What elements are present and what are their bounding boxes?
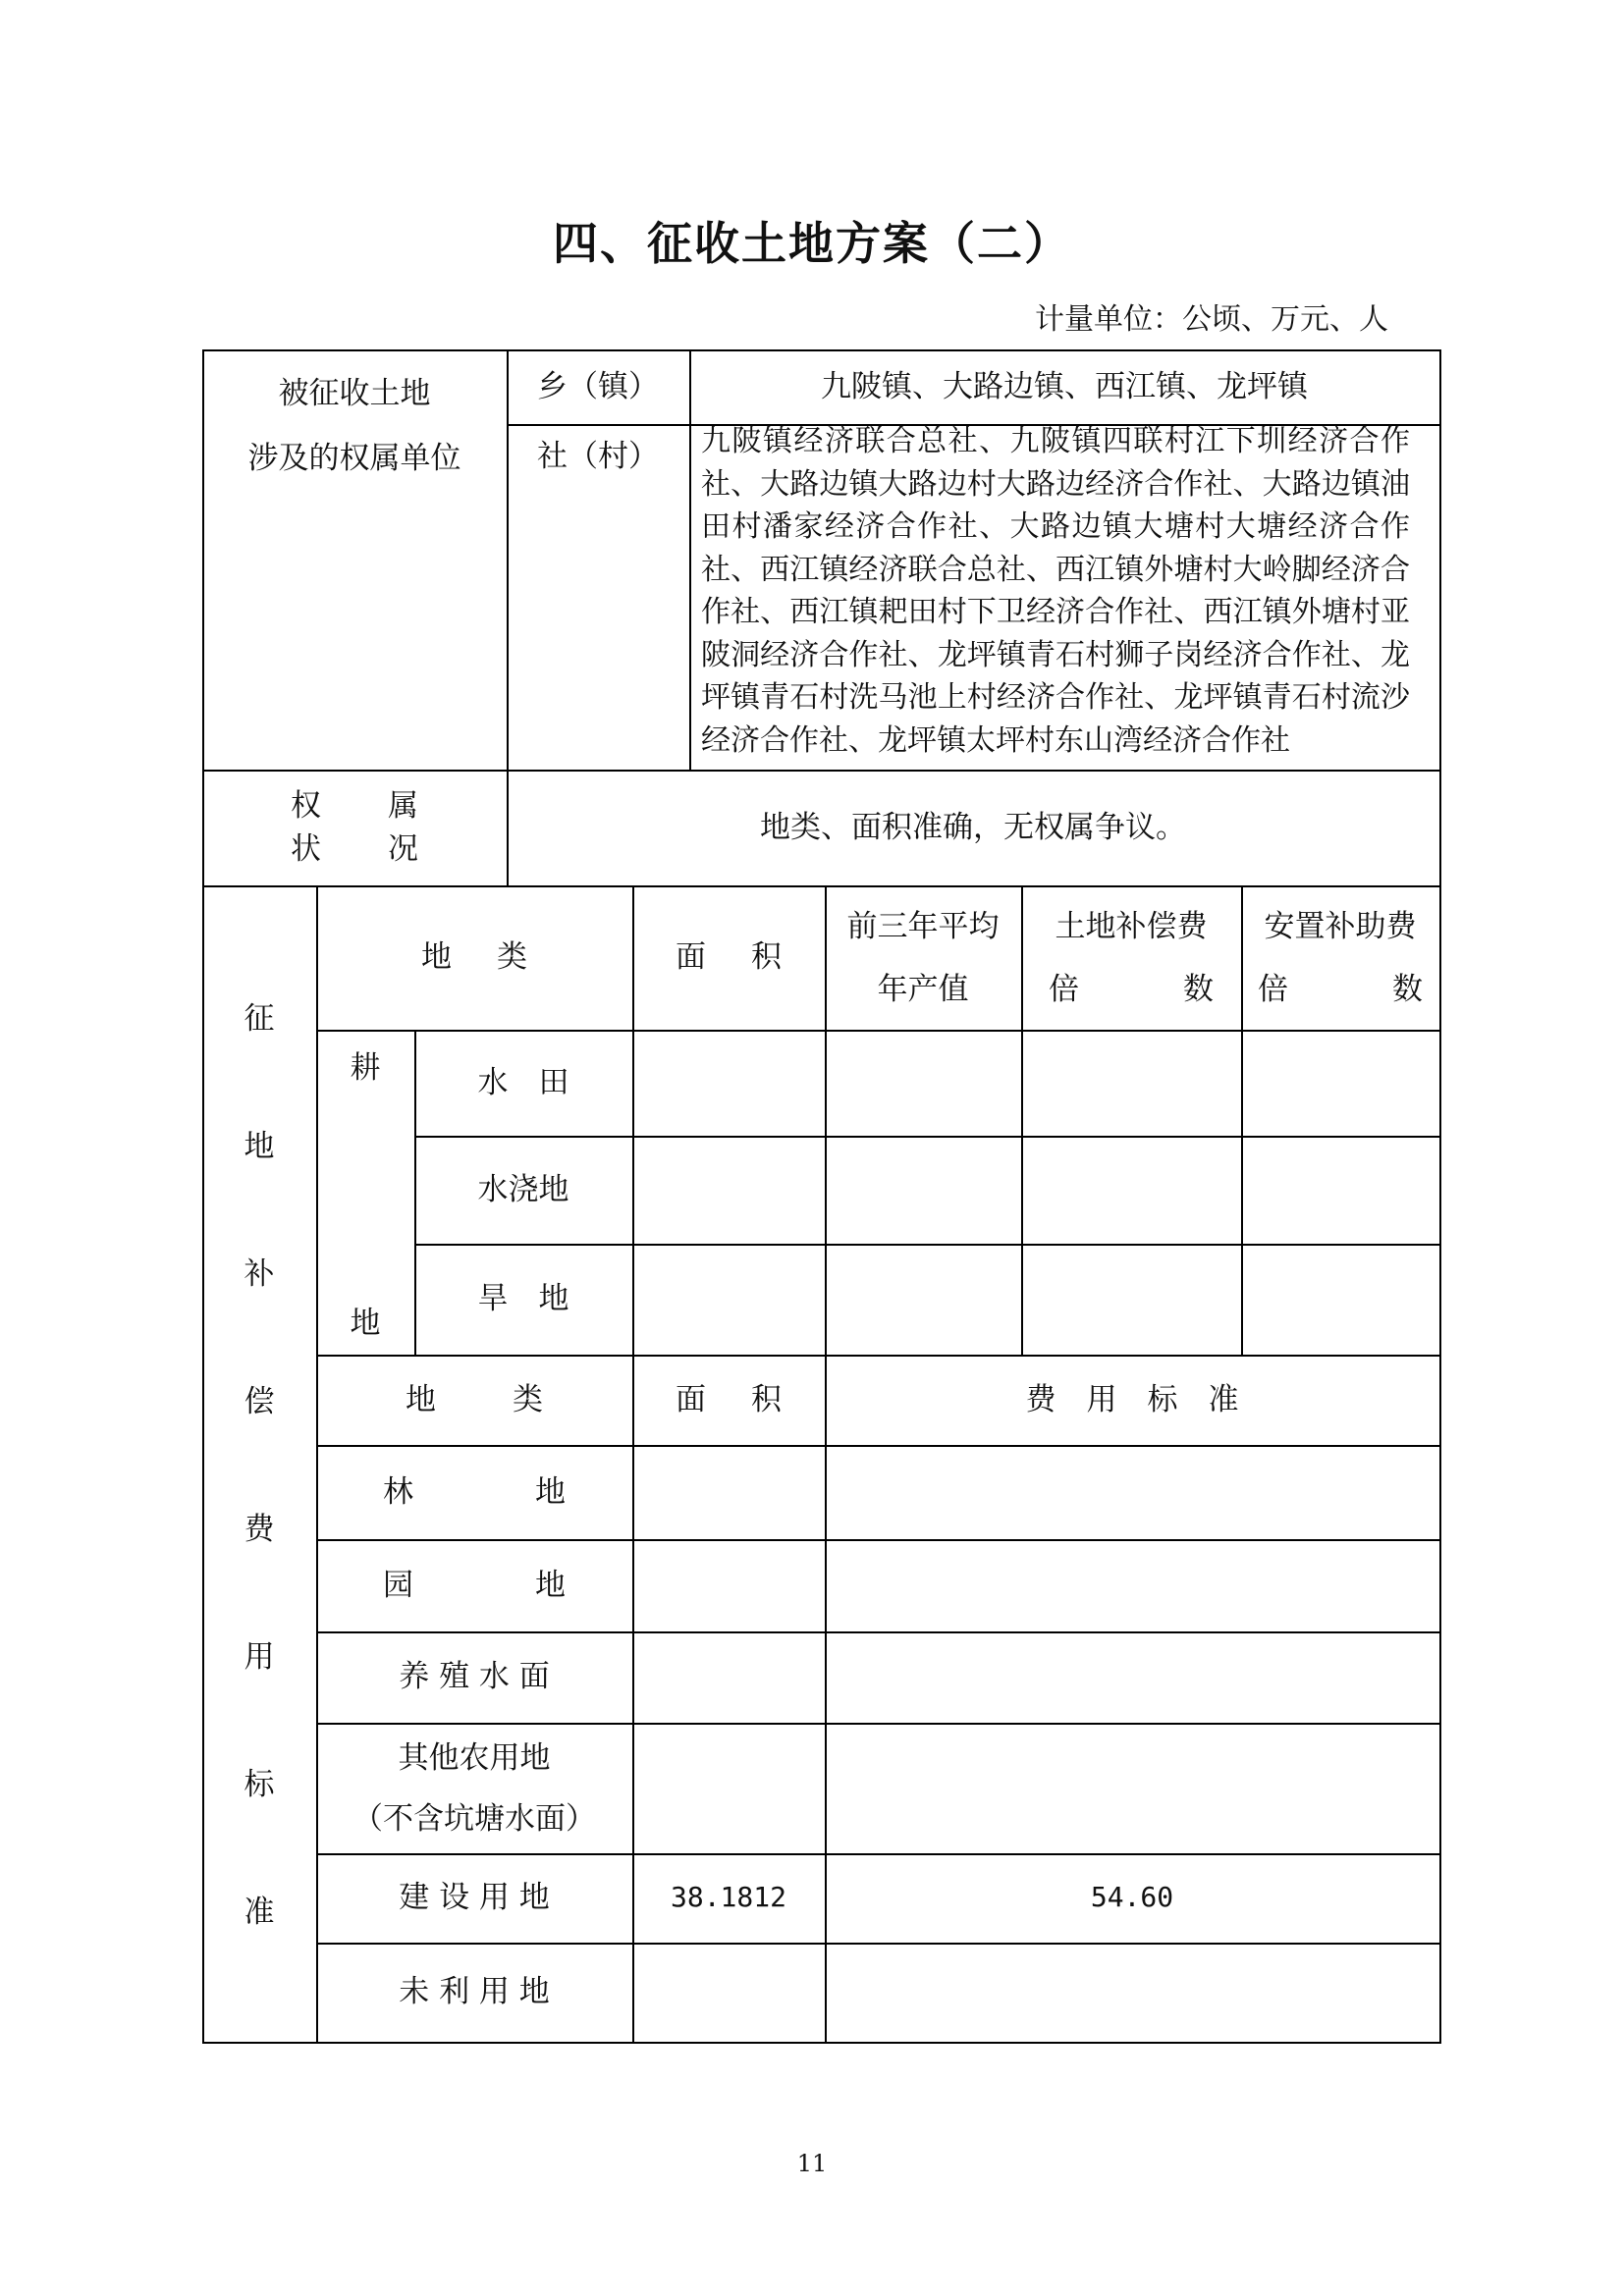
ownership-label	[202, 349, 507, 770]
construction-land-standard: 54.60	[1090, 1881, 1174, 1914]
farmland-row-name: 水浇地	[477, 1171, 569, 1207]
other-agri-standard	[825, 1723, 1439, 1853]
construction-land-name: 建 设 用 地	[399, 1880, 550, 1916]
construction-land-area: 38.1812	[670, 1881, 786, 1914]
farmland-label-bottom: 地	[350, 1306, 381, 1341]
page-number: 11	[796, 2150, 828, 2177]
status-value: 地类、面积准确，无权属争议。	[760, 809, 1186, 845]
farmland-row-area	[632, 1030, 825, 1136]
farmland-row-area	[632, 1244, 825, 1355]
unit-note: 计量单位：公顷、万元、人	[1035, 302, 1388, 337]
forest-land-standard	[825, 1445, 1439, 1539]
page-title: 四、征收土地方案（二）	[553, 217, 1071, 270]
village-label: 社（村）	[537, 438, 659, 474]
aquaculture-name: 养 殖 水 面	[399, 1659, 550, 1695]
farmland-row-resettle	[1241, 1244, 1439, 1355]
unused-land-name: 未 利 用 地	[399, 1974, 550, 2010]
status-label: 权 属 状 况	[291, 788, 418, 867]
farmland-label-top: 耕	[350, 1050, 381, 1086]
header-land-type: 地 类	[421, 939, 527, 976]
header2-standard: 费 用 标 准	[1025, 1381, 1239, 1417]
township-label: 乡（镇）	[537, 368, 659, 404]
forest-land-name: 林 地	[383, 1473, 566, 1510]
farmland-row-land-comp	[1021, 1030, 1241, 1136]
garden-land-name: 园 地	[383, 1567, 566, 1603]
header-avg-output: 前三年平均 年产值	[846, 908, 1000, 1007]
header-area: 面 积	[676, 939, 782, 976]
other-agri-area	[632, 1723, 825, 1853]
ownership-label-line2: 涉及的权属单位	[247, 441, 461, 476]
header-land-compensation: 土地补偿费 倍 数	[1049, 908, 1214, 1007]
farmland-row-resettle	[1241, 1136, 1439, 1244]
farmland-row-avg-output	[825, 1244, 1021, 1355]
farmland-row-land-comp	[1021, 1136, 1241, 1244]
farmland-row-name: 水 田	[477, 1064, 569, 1100]
ownership-label-line1: 被征收土地	[278, 376, 431, 411]
farmland-row-avg-output	[825, 1030, 1021, 1136]
farmland-row-resettle	[1241, 1030, 1439, 1136]
unused-land-area	[632, 1943, 825, 2042]
header-resettlement: 安置补助费 倍 数	[1258, 908, 1423, 1007]
forest-land-area	[632, 1445, 825, 1539]
header2-area: 面 积	[676, 1381, 782, 1417]
garden-land-standard	[825, 1539, 1439, 1631]
other-agri-name: 其他农用地 （不含坑塘水面）	[352, 1739, 596, 1837]
compensation-side-label: 征 地 补 偿 费 用 标 准	[244, 1001, 275, 1930]
garden-land-area	[632, 1539, 825, 1631]
aquaculture-standard	[825, 1631, 1439, 1723]
farmland-row-area	[632, 1136, 825, 1244]
farmland-row-avg-output	[825, 1136, 1021, 1244]
village-value: 九陂镇经济联合总社、九陂镇四联村江下圳经济合作社、大路边镇大路边村大路边经济合作社、大路边镇油田村潘家经济合作社、大路边镇大塘村大塘经济合作社、西江镇经济联合总社、西江镇外塘村大岭脚经济合作社、西江镇耙田村下卫经济合作社、西江镇外塘村亚陂洞经济合作社、龙坪镇青石村狮子岗经济合作社、龙坪镇青石村洗马池上村经济合作社、龙坪镇青石村流沙经济合作社、龙坪镇太坪村东山湾经济合作社	[701, 424, 1410, 758]
aquaculture-area	[632, 1631, 825, 1723]
unused-land-standard	[825, 1943, 1439, 2042]
farmland-row-name: 旱 地	[477, 1281, 569, 1317]
header2-land-type: 地 类	[406, 1381, 543, 1417]
farmland-row-land-comp	[1021, 1244, 1241, 1355]
township-value: 九陂镇、大路边镇、西江镇、龙坪镇	[821, 368, 1308, 404]
